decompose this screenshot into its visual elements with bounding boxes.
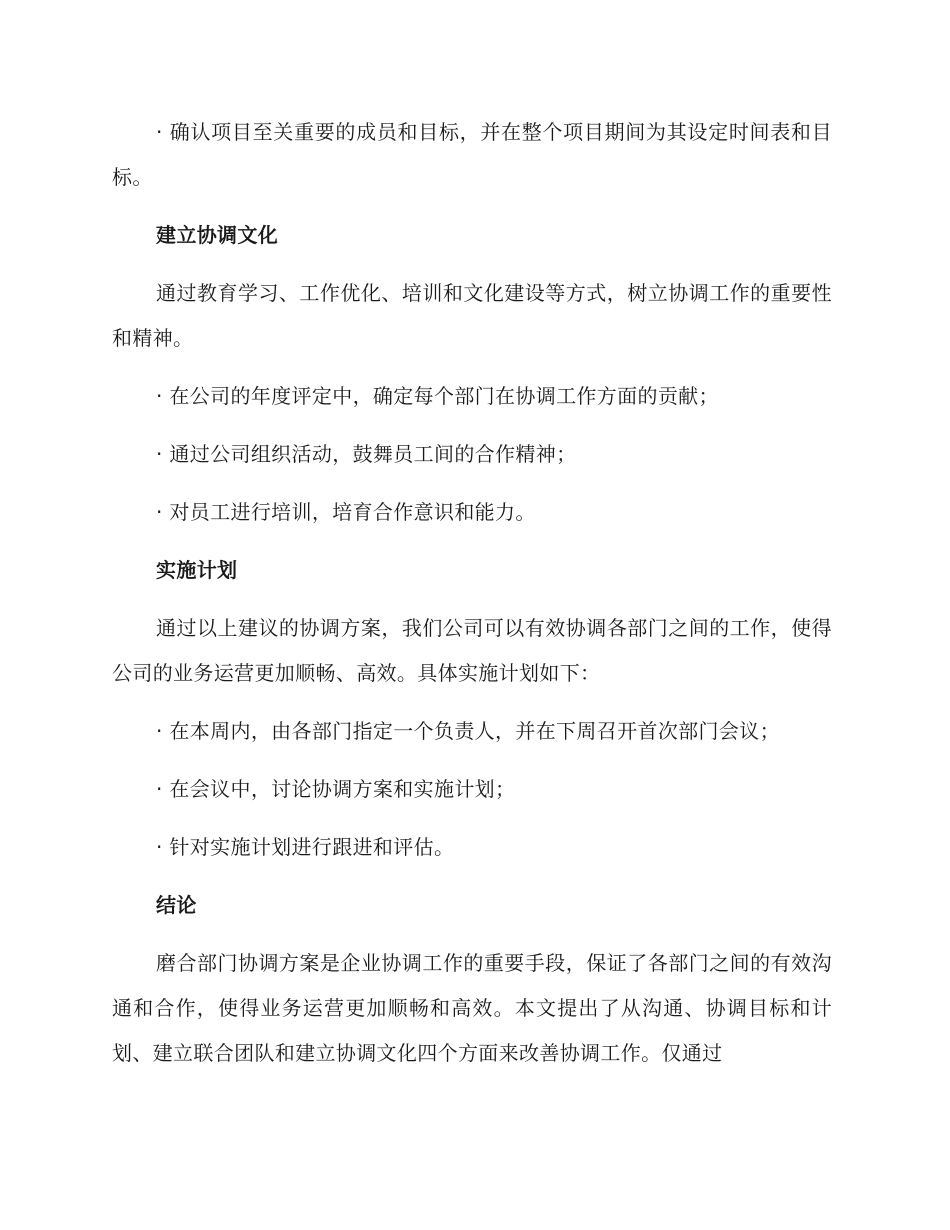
heading-conclusion: 结论: [156, 893, 197, 917]
paragraph-culture-intro: 通过教育学习、工作优化、培训和文化建设等方式，树立协调工作的重要性和精神。: [112, 281, 832, 350]
paragraph-conclusion: 磨合部门协调方案是企业协调工作的重要手段，保证了各部门之间的有效沟通和合作，使得业务运营更加顺畅和高效。本文提出了从沟通、协调目标和计划、建立联合团队和建立协调文化四个方面来改善协调工作。仅通过: [112, 951, 832, 1065]
bullet-company-activities: · 通过公司组织活动，鼓舞员工间的合作精神；: [156, 442, 577, 466]
bullet-employee-training: · 对员工进行培训，培育合作意识和能力。: [156, 500, 536, 524]
bullet-assign-owner: · 在本周内，由各部门指定一个负责人，并在下周召开首次部门会议；: [156, 719, 780, 743]
heading-build-culture: 建立协调文化: [156, 223, 279, 247]
bullet-confirm-members: · 确认项目至关重要的成员和目标，并在整个项目期间为其设定时间表和目标。: [112, 120, 832, 189]
bullet-follow-up: · 针对实施计划进行跟进和评估。: [156, 835, 455, 859]
paragraph-plan-intro: 通过以上建议的协调方案，我们公司可以有效协调各部门之间的工作，使得公司的业务运营更加顺畅、高效。具体实施计划如下：: [112, 616, 832, 685]
document-page: [112, 110, 832, 1089]
bullet-annual-review: · 在公司的年度评定中，确定每个部门在协调工作方面的贡献；: [156, 384, 719, 408]
heading-implementation-plan: 实施计划: [156, 558, 238, 582]
bullet-discuss-plan: · 在会议中，讨论协调方案和实施计划；: [156, 777, 516, 801]
